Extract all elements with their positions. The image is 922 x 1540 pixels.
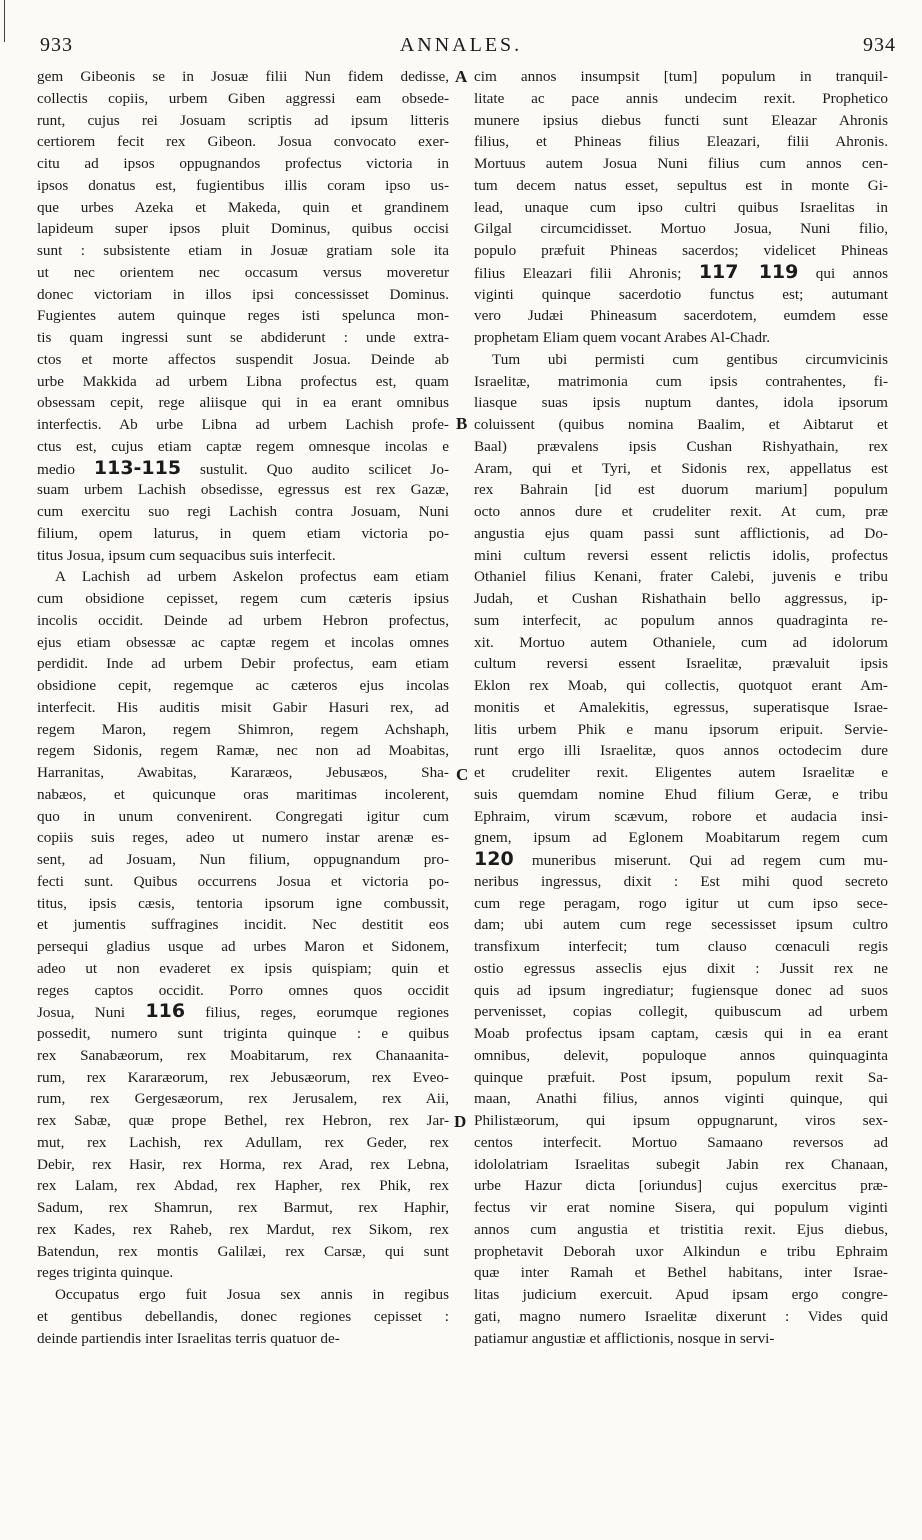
text-line: litis urbem Phik e manu ipsorum eripuit. Servie- bbox=[474, 720, 888, 738]
text-line: vero Judæi Phineasum sacerdotem, eumdem esse bbox=[474, 307, 888, 325]
text-line: titus Josua, ipsum cum sequacibus suis interfecit. bbox=[37, 546, 336, 564]
text-line: rex Lalam, rex Abdad, rex Hapher, rex Phik, rex bbox=[37, 1177, 449, 1195]
text-line: octo annos dure et crudeliter rexit. At cum, præ bbox=[474, 503, 888, 520]
text-line: cum obsidione cepisset, regem cum cæteris ipsius bbox=[37, 590, 449, 607]
reference-number: 116 bbox=[145, 1001, 186, 1023]
right-page-number: 934 bbox=[863, 34, 896, 56]
text-line: urbe Makkida ad urbem Libna profectus est, quam bbox=[37, 372, 449, 390]
text-line: annos cum angustia et tristitia rexit. Ejus diebus, bbox=[474, 1220, 888, 1238]
text-line: ctus est, cujus etiam captæ regem omnesque incolas e bbox=[37, 437, 449, 455]
text-line: titus, ipsis cæsis, tentoria ipsorum igne combussit, bbox=[37, 894, 449, 912]
text-line: et crudeliter rexit. Eligentes autem Israelitæ e bbox=[474, 764, 888, 781]
text-line: Sadum, rex Shamrun, rex Barmut, rex Haphir, bbox=[37, 1199, 449, 1216]
text-line: Aram, qui et Tyri, et Sidonis rex, appellatus est bbox=[474, 459, 888, 477]
text-line: regem Sidonis, regem Ramæ, nec non ad Moabitas, bbox=[37, 742, 449, 760]
text-line: angustia ejus quam passi sunt afflictionis, ad Do- bbox=[474, 524, 888, 542]
text-line: et jumentis suffragines incidit. Nec destitit eos bbox=[37, 916, 449, 934]
text-line: munere ipsius diebus functi sunt Eleazar Ahronis bbox=[474, 111, 888, 129]
reference-number: 120 bbox=[474, 849, 514, 870]
text-line: medio 113-115 sustulit. Quo audito scilicet Jo- bbox=[37, 457, 449, 479]
text-line: maan, Anathi filius, annos viginti quinque, qui bbox=[474, 1090, 888, 1108]
text-line: viginti quinque sacerdotio functus est; autumant bbox=[474, 285, 888, 303]
text-line: obsidione cepit, regemque ac cæteros ejus incolas bbox=[37, 677, 449, 694]
text-line: Gilgal circumcidisset. Mortuo Josua, Nuni filio, bbox=[474, 220, 888, 238]
text-line: prophetam Eliam quem vocant Arabes Al-Chadr. bbox=[474, 329, 771, 346]
text-line: Fugientes autem quinque reges isti spelunca mon- bbox=[37, 307, 449, 325]
page-edge-rule bbox=[4, 0, 5, 42]
text-line: nabæos, et quicunque oras maritimas incolerent, bbox=[37, 785, 449, 803]
text-line: gnem, ipsum ad Eglonem Moabitarum regem cum bbox=[474, 829, 888, 847]
text-line: lead, unaque cum ipso cultri quibus Israelitas in bbox=[474, 198, 888, 216]
text-line: reges triginta quinque. bbox=[37, 1264, 174, 1282]
text-line: fecti sunt. Quibus occurrens Josua et victoria po- bbox=[37, 872, 449, 890]
text-line: mini cultum reversi essent relictis idolis, profectus bbox=[474, 546, 888, 564]
text-line: transfixum interfecit; tum clauso cœnaculi regis bbox=[474, 938, 888, 955]
text-line: regem Maron, regem Shimron, regem Achshaph, bbox=[37, 720, 449, 738]
text-line: omnibus, delevit, populoque annos quinquaginta bbox=[474, 1046, 888, 1064]
text-line: urbe Hazur dicta [oriundus] cujus exercitus præ- bbox=[474, 1177, 888, 1195]
text-line: possedit, numero sunt triginta quinque : e quibus bbox=[37, 1025, 449, 1042]
text-line: reges captos occidit. Porro omnes quos occidit bbox=[37, 981, 449, 999]
margin-marker-a: A bbox=[455, 67, 468, 86]
text-line: runt, cujus rei Josuam scriptis ad ipsum litteris bbox=[37, 111, 449, 129]
left-page-number: 933 bbox=[40, 34, 73, 56]
text-line: rum, rex Gergesæorum, rex Jerusalem, rex Aii, bbox=[37, 1090, 449, 1108]
text-line: copiis suis reges, adeo ut numero instar arenæ es- bbox=[37, 829, 449, 847]
text-line: quinque præfuit. Post ipsum, populum rexit Sa- bbox=[474, 1068, 888, 1086]
text-line: ejus etiam obsessæ ac captæ regem et incolas omnes bbox=[37, 633, 449, 651]
text-line: litas judicium exercuit. Apud ipsam ergo congre- bbox=[474, 1286, 888, 1303]
text-line: Othaniel filius Kenani, frater Calebi, juvenis e tribu bbox=[474, 568, 888, 586]
text-line: Tum ubi permisti cum gentibus circumvicinis bbox=[492, 350, 888, 368]
text-line: rex Sabæ, quæ prope Bethel, rex Hebron, rex Jar- bbox=[37, 1112, 449, 1129]
text-line: cultum reversi essent Israelitæ, prævaluit ipsis bbox=[474, 655, 888, 673]
text-line: citu ad ipsos oppugnandos profectus victoria in bbox=[37, 155, 449, 172]
text-line: dam; ubi autem cum rege secessisset ipsum cultro bbox=[474, 916, 888, 934]
text-line: deinde partiendis inter Israelitas terris quatuor de- bbox=[37, 1329, 340, 1347]
text-line: cim annos insumpsit [tum] populum in tranquil- bbox=[474, 68, 888, 85]
text-line: Moab profectus ipsam captam, cæsis qui in ea erant bbox=[474, 1025, 888, 1042]
text-line: Eklon rex Moab, qui collectis, quotquot erant Am- bbox=[474, 677, 888, 694]
text-line: obsessam cepit, rege aliisque qui in ea erant omnibus bbox=[37, 394, 449, 412]
text-line: mut, rex Lachish, rex Adullam, rex Geder, rex bbox=[37, 1133, 449, 1151]
left-text-column bbox=[37, 66, 449, 1349]
text-line: Baal) prævalens ipsis Cushan Rishyathain, rex bbox=[474, 437, 888, 455]
text-line: Occupatus ergo fuit Josua sex annis in regibus bbox=[55, 1286, 449, 1303]
text-line: Ephraim, virum scævum, robore et audacia insi- bbox=[474, 807, 888, 825]
text-line: cum exercitu suo regi Lachish contra Josuam, Nuni bbox=[37, 503, 449, 520]
text-line: gati, magno numero Israelitæ dixerunt : Vides quid bbox=[474, 1307, 888, 1325]
text-line: tum decem natus esset, sepultus est in monte Gi- bbox=[474, 176, 888, 194]
text-line: collectis copiis, urbem Giben aggressi eam obsede- bbox=[37, 89, 449, 107]
text-line: quo in unum convenirent. Congregati igitur cum bbox=[37, 807, 449, 825]
margin-marker-b: B bbox=[456, 414, 468, 433]
text-line: pervenisset, copias collegit, quibuscum ad urbem bbox=[474, 1003, 888, 1021]
text-line: interfectis. Ab urbe Libna ad urbem Lachish profe- bbox=[37, 416, 449, 433]
text-line: tis quam ingressi sunt se abdiderunt : unde extra- bbox=[37, 329, 449, 346]
text-line: quis ad ipsum ingrediatur; fugiensque donec ad suos bbox=[474, 981, 888, 999]
text-line: patiamur angustiæ et afflictionis, nosque in servi- bbox=[474, 1329, 775, 1347]
text-line: monitis et Amalekitis, egressus, superatisque Israe- bbox=[474, 698, 888, 716]
text-line: persequi gladius usque ad urbes Maron et Sidonem, bbox=[37, 938, 449, 955]
text-line: ut nec orientem nec occasum versus moveretur bbox=[37, 263, 449, 281]
text-line: interfecit. His auditis misit Gabir Hasuri rex, ad bbox=[37, 698, 449, 716]
text-line: Israelitæ, matrimonia cum ipsis contrahentes, fi- bbox=[474, 372, 888, 390]
running-title: ANNALES. bbox=[399, 34, 523, 56]
text-line: adeo ut non evaderet ex ipsis quispiam; quin et bbox=[37, 959, 449, 977]
text-line: rex Bahrain [id est duorum marium] populum bbox=[474, 481, 888, 499]
text-line: ctos et morte affectos suspendit Josua. Deinde ab bbox=[37, 350, 449, 368]
margin-marker-c: C bbox=[456, 765, 469, 784]
text-line: perdidit. Inde ad urbem Debir profectus, eam etiam bbox=[37, 655, 449, 673]
text-line: A Lachish ad urbem Askelon profectus eam etiam bbox=[55, 568, 449, 586]
text-line: fectus vir erat nomine Sisera, qui populum viginti bbox=[474, 1199, 888, 1216]
text-line: Harranitas, Awabitas, Kararæos, Jebusæos, Sha- bbox=[37, 764, 449, 781]
text-line: sent, ad Josuam, Nun filium, oppugnandum pro- bbox=[37, 851, 449, 868]
text-line: incolis occidit. Deinde ad urbem Hebron profectus, bbox=[37, 611, 449, 629]
text-line: populo præfuit Phineas sacerdos; videlicet Phineas bbox=[474, 242, 888, 259]
text-line: donec victoriam in illos ipsi concessisset Dominus. bbox=[37, 285, 449, 303]
text-line: suam urbem Lachish obsedisse, egressus est rex Gazæ, bbox=[37, 481, 449, 499]
text-line: rum, rex Kararæorum, rex Jebusæorum, rex Eveo- bbox=[37, 1068, 449, 1086]
running-header bbox=[20, 18, 902, 56]
text-line: ostio egressus asseclis ejus dixit : Jussit rex ne bbox=[474, 959, 888, 977]
text-line: que urbes Azeka et Makeda, quin et grandinem bbox=[37, 198, 449, 216]
text-line: sum interfecit, ac populum annos quadraginta re- bbox=[474, 611, 888, 629]
text-line: Judah, et Cushan Rishathain bello aggressus, ip- bbox=[474, 590, 888, 607]
reference-number: 117 119 bbox=[698, 261, 799, 283]
text-line: et gentibus debellandis, donec regiones cepisset : bbox=[37, 1307, 449, 1325]
right-text-column bbox=[474, 66, 888, 1349]
reference-number: 113-115 bbox=[93, 457, 182, 479]
text-line: filium, opem laturus, in quem etiam victoria po- bbox=[37, 524, 449, 542]
text-line: prophetavit Deborah uxor Alkindun e tribu Ephraim bbox=[474, 1242, 888, 1260]
text-line: Philistæorum, qui ipsum oppugnarunt, viros sex- bbox=[474, 1112, 888, 1129]
text-line: idololatriam Israelitas subegit Jabin rex Chanaan, bbox=[474, 1155, 888, 1173]
text-line: coluissent (quibus nomina Baalim, et Aibtarut et bbox=[474, 416, 888, 433]
text-line: gem Gibeonis se in Josuæ filii Nun fidem dedisse, bbox=[37, 68, 449, 85]
text-line: litate ac pace annis undecim rexit. Prophetico bbox=[474, 89, 888, 107]
text-line: filius, et Phineas filius Eleazari, filii Ahronis. bbox=[474, 133, 888, 151]
text-line: rex Sanabæorum, rex Moabitarum, rex Chanaanita- bbox=[37, 1046, 449, 1064]
text-line: rex Kades, rex Raheb, rex Mardut, rex Sikom, rex bbox=[37, 1220, 449, 1238]
text-line: Josua, Nuni 116 filius, reges, eorumque regiones bbox=[37, 1001, 449, 1023]
text-line: filius Eleazari filii Ahronis; 117 119 qui annos bbox=[474, 261, 888, 283]
text-line: quæ inter Ramah et Bethel habitans, inter Israe- bbox=[474, 1264, 888, 1282]
text-line: Mortuus autem Josua Nuni filius cum annos cen- bbox=[474, 155, 888, 172]
text-line: ipsos donatus est, fugientibus illis coram ipso us- bbox=[37, 176, 449, 194]
text-line: xit. Mortuo autem Othaniele, cum ad idolorum bbox=[474, 633, 888, 651]
text-line: Batendun, rex montis Galilæi, rex Carsæ, qui sunt bbox=[37, 1242, 449, 1260]
text-line: runt ergo illi Israelitæ, quos annos octodecim dure bbox=[474, 742, 888, 760]
text-line: certiorem fecit rex Gibeon. Josua convocato exer- bbox=[37, 133, 449, 151]
text-line: neribus ingressus, dixit : Est mihi quod secreto bbox=[474, 872, 888, 890]
text-line: centos interfecit. Mortuo Samaano reversos ad bbox=[474, 1133, 888, 1151]
text-line: 120 muneribus miserunt. Qui ad regem cum mu- bbox=[474, 849, 888, 870]
text-line: liasque suas ipsis nuptum dantes, idola ipsorum bbox=[474, 394, 888, 412]
margin-marker-d: D bbox=[454, 1112, 467, 1131]
text-line: cum rege peragam, rogo igitur ut cum ipso sece- bbox=[474, 894, 888, 912]
text-line: suis quemdam nomine Ehud filium Geræ, e tribu bbox=[474, 785, 888, 803]
text-line: Debir, rex Hasir, rex Horma, rex Arad, rex Lebna, bbox=[37, 1155, 449, 1173]
text-line: sunt : subsistente etiam in Josuæ gratiam sole ita bbox=[37, 242, 449, 259]
text-line: lapideum super ipsos pluit Dominus, quibus occisi bbox=[37, 220, 449, 238]
